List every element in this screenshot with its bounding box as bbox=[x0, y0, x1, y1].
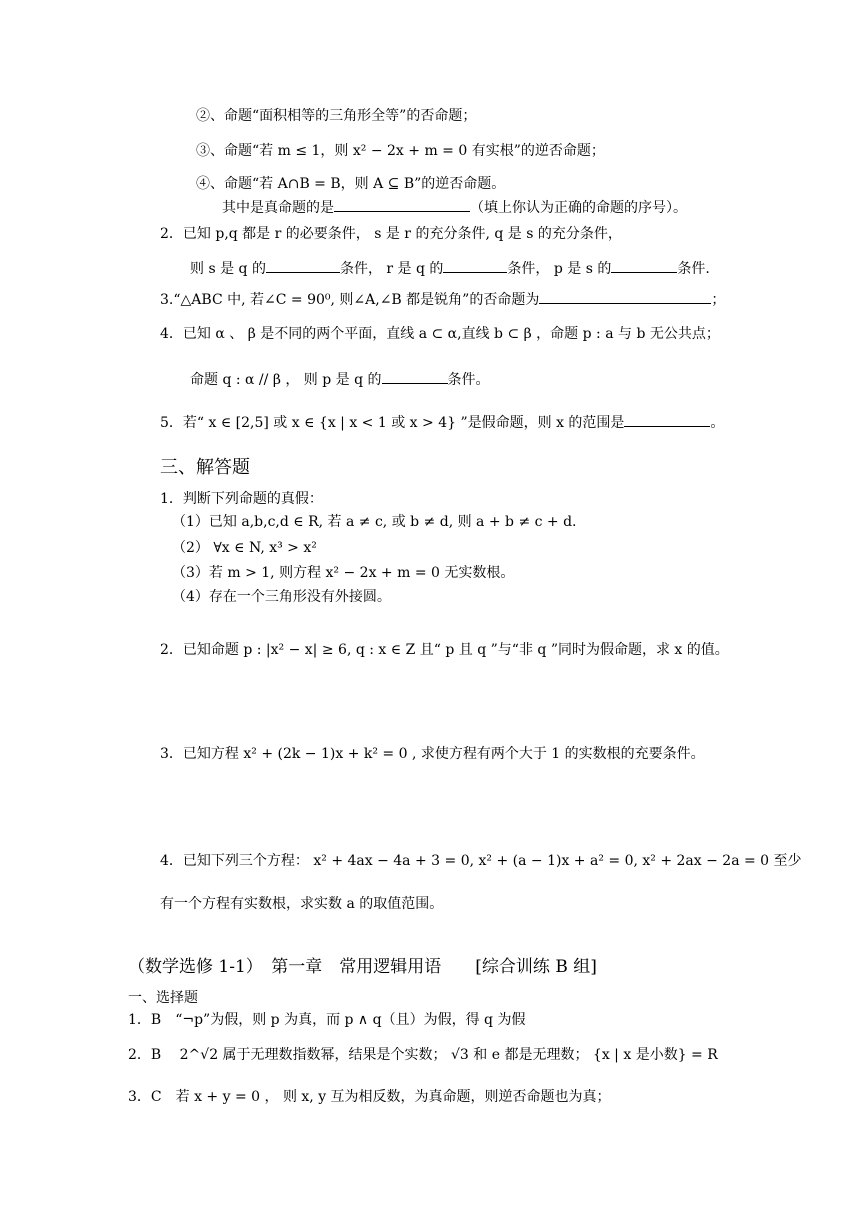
answer-blank bbox=[443, 258, 507, 273]
problem-4-line-2: 有一个方程有实数根，求实数 a 的取值范围。 bbox=[160, 896, 444, 912]
problem-2: 2．已知命题 p : |x² − x| ≥ 6, q : x ∈ Z 且“ p 且 q ”与“非 q ”同时为假命题，求 x 的值。 bbox=[160, 642, 729, 658]
problem-1-sub-4: （4）存在一个三角形没有外接圆。 bbox=[172, 589, 391, 605]
summary-suffix: （填上你认为正确的命题的序号）。 bbox=[470, 200, 687, 216]
answer-blank bbox=[539, 289, 711, 304]
answer-3: 3．C 若 x + y = 0 ， 则 x, y 互为相反数，为真命题，则逆否命题也为真； bbox=[128, 1089, 611, 1105]
q4-part-b: 条件。 bbox=[447, 372, 490, 388]
q3-suffix: ； bbox=[711, 292, 726, 308]
question-4-line-2 bbox=[190, 369, 490, 390]
summary-line bbox=[222, 197, 687, 218]
question-2-line-1: 2．已知 p,q 都是 r 的必要条件， s 是 r 的充分条件, q 是 s 的充分条件， bbox=[160, 226, 622, 242]
question-2-line-2 bbox=[190, 258, 710, 279]
q2-part-c: 条件， p 是 s 的 bbox=[507, 261, 612, 277]
problem-1-sub-3: （3）若 m > 1, 则方程 x² − 2x + m = 0 无实数根。 bbox=[172, 565, 515, 581]
question-5 bbox=[160, 412, 724, 433]
question-3 bbox=[160, 289, 725, 310]
summary-prefix: 其中是真命题的是 bbox=[222, 200, 334, 216]
q5-text: 5．若“ x ∈ [2,5] 或 x ∈ {x | x < 1 或 x > 4} ”是假命题，则 x 的范围是 bbox=[160, 415, 625, 431]
answer-1: 1．B “¬p”为假，则 p 为真，而 p ∧ q（且）为假，得 q 为假 bbox=[128, 1012, 526, 1028]
answer-blank bbox=[266, 258, 340, 273]
q5-suffix: 。 bbox=[710, 415, 725, 431]
item-2: ②、命题“面积相等的三角形全等”的否命题； bbox=[196, 108, 477, 124]
problem-1-sub-2: （2） ∀x ∈ N, x³ > x² bbox=[172, 540, 317, 556]
answers-section-1: 一、选择题 bbox=[128, 990, 198, 1006]
answer-blank bbox=[334, 197, 470, 212]
answer-blank bbox=[611, 258, 677, 273]
question-4-line-1: 4．已知 α 、 β 是不同的两个平面，直线 a ⊂ α,直线 b ⊂ β ，命题 p : a 与 b 无公共点； bbox=[160, 326, 720, 342]
problem-4-line-1: 4．已知下列三个方程： x² + 4ax − 4a + 3 = 0, x² + (a − 1)x + a² = 0, x² + 2ax − 2a = 0 至少 bbox=[160, 853, 802, 869]
problem-3: 3．已知方程 x² + (2k − 1)x + k² = 0 , 求使方程有两个大于 1 的实数根的充要条件。 bbox=[160, 746, 705, 762]
problem-1-sub-1: （1）已知 a,b,c,d ∈ R, 若 a ≠ c, 或 b ≠ d, 则 a + b ≠ c + d. bbox=[172, 514, 577, 530]
section-3-title: 三、解答题 bbox=[160, 457, 250, 478]
q2-part-a: 则 s 是 q 的 bbox=[190, 261, 266, 277]
q3-text: 3.“△ABC 中, 若∠C = 90⁰, 则∠A,∠B 都是锐角”的否命题为 bbox=[160, 292, 540, 308]
answers-chapter-title: （数学选修 1-1） 第一章 常用逻辑用语 [综合训练 B 组] bbox=[128, 957, 597, 977]
q2-part-d: 条件. bbox=[677, 261, 710, 277]
q2-part-b: 条件， r 是 q 的 bbox=[339, 261, 444, 277]
item-4: ④、命题“若 A∩B = B，则 A ⊆ B”的逆否命题。 bbox=[196, 176, 506, 192]
item-3: ③、命题“若 m ≤ 1，则 x² − 2x + m = 0 有实根”的逆否命题； bbox=[196, 143, 605, 159]
answer-blank bbox=[382, 369, 448, 384]
problem-1-stem: 1．判断下列命题的真假： bbox=[160, 491, 323, 507]
answer-blank bbox=[624, 412, 710, 427]
answer-2: 2．B 2^√2 属于无理数指数幂，结果是个实数； √3 和 e 都是无理数； {x | x 是小数} = R bbox=[128, 1047, 718, 1063]
q4-part-a: 命题 q : α // β ， 则 p 是 q 的 bbox=[190, 372, 382, 388]
